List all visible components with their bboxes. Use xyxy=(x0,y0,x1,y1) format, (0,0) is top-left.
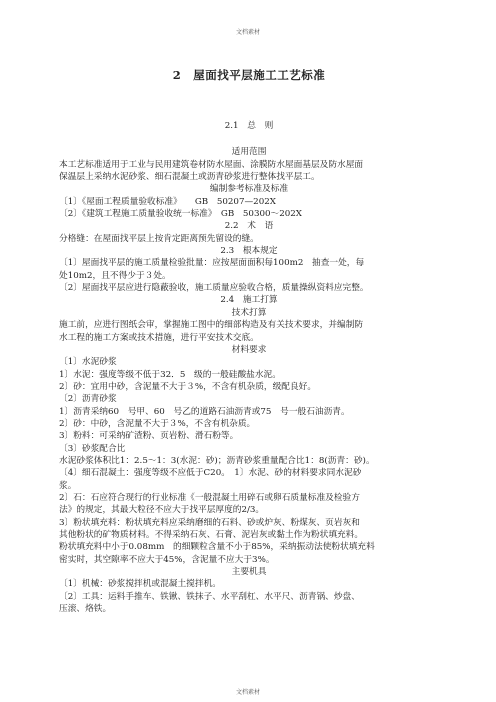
material-line: 〔4〕细石混凝土：强度等级不应低于C20。 1〕水泥、砂的材料要求同水泥砂 xyxy=(59,468,362,479)
basic-rule-line: 〔2〕屋面找平层应进行隐蔽验收，施工质量应验收合格，质量操纵资料应完整。 xyxy=(59,283,369,294)
material-line: 粉状填充料中小于0.08mm 的细颗粒含量不小于85%，采纳振动法使粉状填充料 xyxy=(59,542,375,553)
material-heading: 材料要求 xyxy=(231,344,267,355)
section-heading-general: 2.1 总 则 xyxy=(224,121,274,131)
section-heading-terms: 2.2 术 语 xyxy=(224,221,274,232)
material-line: 2〕砂：宜用中砂，含泥量不大于３%，不含有机杂质，级配良好。 xyxy=(59,381,317,392)
material-line: 1〕水泥：强度等级不低于32．5 级的一般硅酸盐水泥。 xyxy=(59,369,281,380)
reference-item: 〔1〕《屋面工程质量验收标准》 GB 50207—202X xyxy=(59,196,276,207)
material-line: 密实时，其空隙率不应大于45%，含泥量不应大于3%。 xyxy=(59,554,275,565)
section-heading-basic-rules: 2.3 根本规定 xyxy=(220,246,278,257)
material-line: 水泥砂浆体积比1：2.5～1：3(水泥：砂)；沥青砂浆重量配合比1：8(沥青：砂)。 xyxy=(59,455,375,466)
term-definition: 分格缝：在屋面找平层上按肯定距离预先留设的缝。 xyxy=(59,233,259,244)
material-line: 〔1〕水泥砂浆 xyxy=(59,357,117,368)
scope-heading: 适用范围 xyxy=(231,147,267,158)
scope-text-line: 保温层上采纳水泥砂浆、细石混凝土或沥青砂浆进行整体找平层工。 xyxy=(59,172,320,183)
material-line: 其他粉状的矿物质材料。不得采纳石灰、石膏、泥岩灰或黏土作为粉状填充料。 xyxy=(59,530,364,540)
machine-line: 〔2〕工具：运料手推车、铁锹、铁抹子、水平刮杠、水平尺、沥青锅、炒盘、 xyxy=(59,591,360,602)
material-line: 〔2〕沥青砂浆 xyxy=(59,394,117,405)
basic-rule-line: 处10m2，且不得少于３处。 xyxy=(59,270,171,281)
page-footer: 文档素材 xyxy=(235,689,260,696)
section-heading-preparation: 2.4 施工打算 xyxy=(220,295,278,306)
page-header: 文档素材 xyxy=(235,29,260,36)
basic-rule-line: 〔1〕屋面找平层的施工质量检验批量：应按屋面面积每100m2 抽查一处，每 xyxy=(59,258,365,269)
scope-text-line: 本工艺标准适用于工业与民用建筑卷材防水屋面、涂膜防水屋面基层及防水屋面 xyxy=(59,159,364,170)
tech-prep-heading: 技术打算 xyxy=(231,307,267,318)
tech-prep-line: 施工前，应进行图纸会审，掌握施工图中的细部构造及有关技术要求，并编制防 xyxy=(59,320,364,331)
machine-line: 压滚、烙铁。 xyxy=(59,604,112,615)
material-line: 3〕粉状填充料：粉状填充料应采纳磨细的石料、砂或炉灰、粉煤灰、页岩灰和 xyxy=(59,517,360,528)
material-line: 浆。 xyxy=(59,480,77,491)
material-line: 法》的规定，其最大粒径不应大于找平层厚度的2/3。 xyxy=(59,505,265,516)
tech-prep-line: 水工程的施工方案或技术措施，进行平安技术交底。 xyxy=(59,332,259,343)
material-line: 1〕沥青采纳60 号甲、60 号乙的道路石油沥青或75 号一般石油沥青。 xyxy=(59,406,350,417)
machine-heading: 主要机具 xyxy=(231,567,267,578)
material-line: 2〕石：石应符合现行的行业标准《一般混凝土用碎石或卵石质量标准及检验方 xyxy=(59,492,360,503)
reference-item: 〔2〕《建筑工程施工质量验收统一标准》 GB 50300～202X xyxy=(59,209,302,220)
reference-heading: 编制参考标准及标准 xyxy=(209,184,289,195)
material-line: 〔3〕砂浆配合比 xyxy=(59,443,126,454)
material-list xyxy=(59,356,439,566)
document-body xyxy=(59,67,439,615)
material-line: 2〕砂：中砂，含泥量不大于３%，不含有机杂质。 xyxy=(59,418,256,429)
material-line: 3〕粉料：可采纳矿渣粉、页岩粉、滑石粉等。 xyxy=(59,431,239,442)
machine-line: 〔1〕机械：砂浆搅拌机或混凝土搅拌机。 xyxy=(59,579,221,590)
document-title: 2 屋面找平层施工工艺标准 xyxy=(172,68,326,82)
